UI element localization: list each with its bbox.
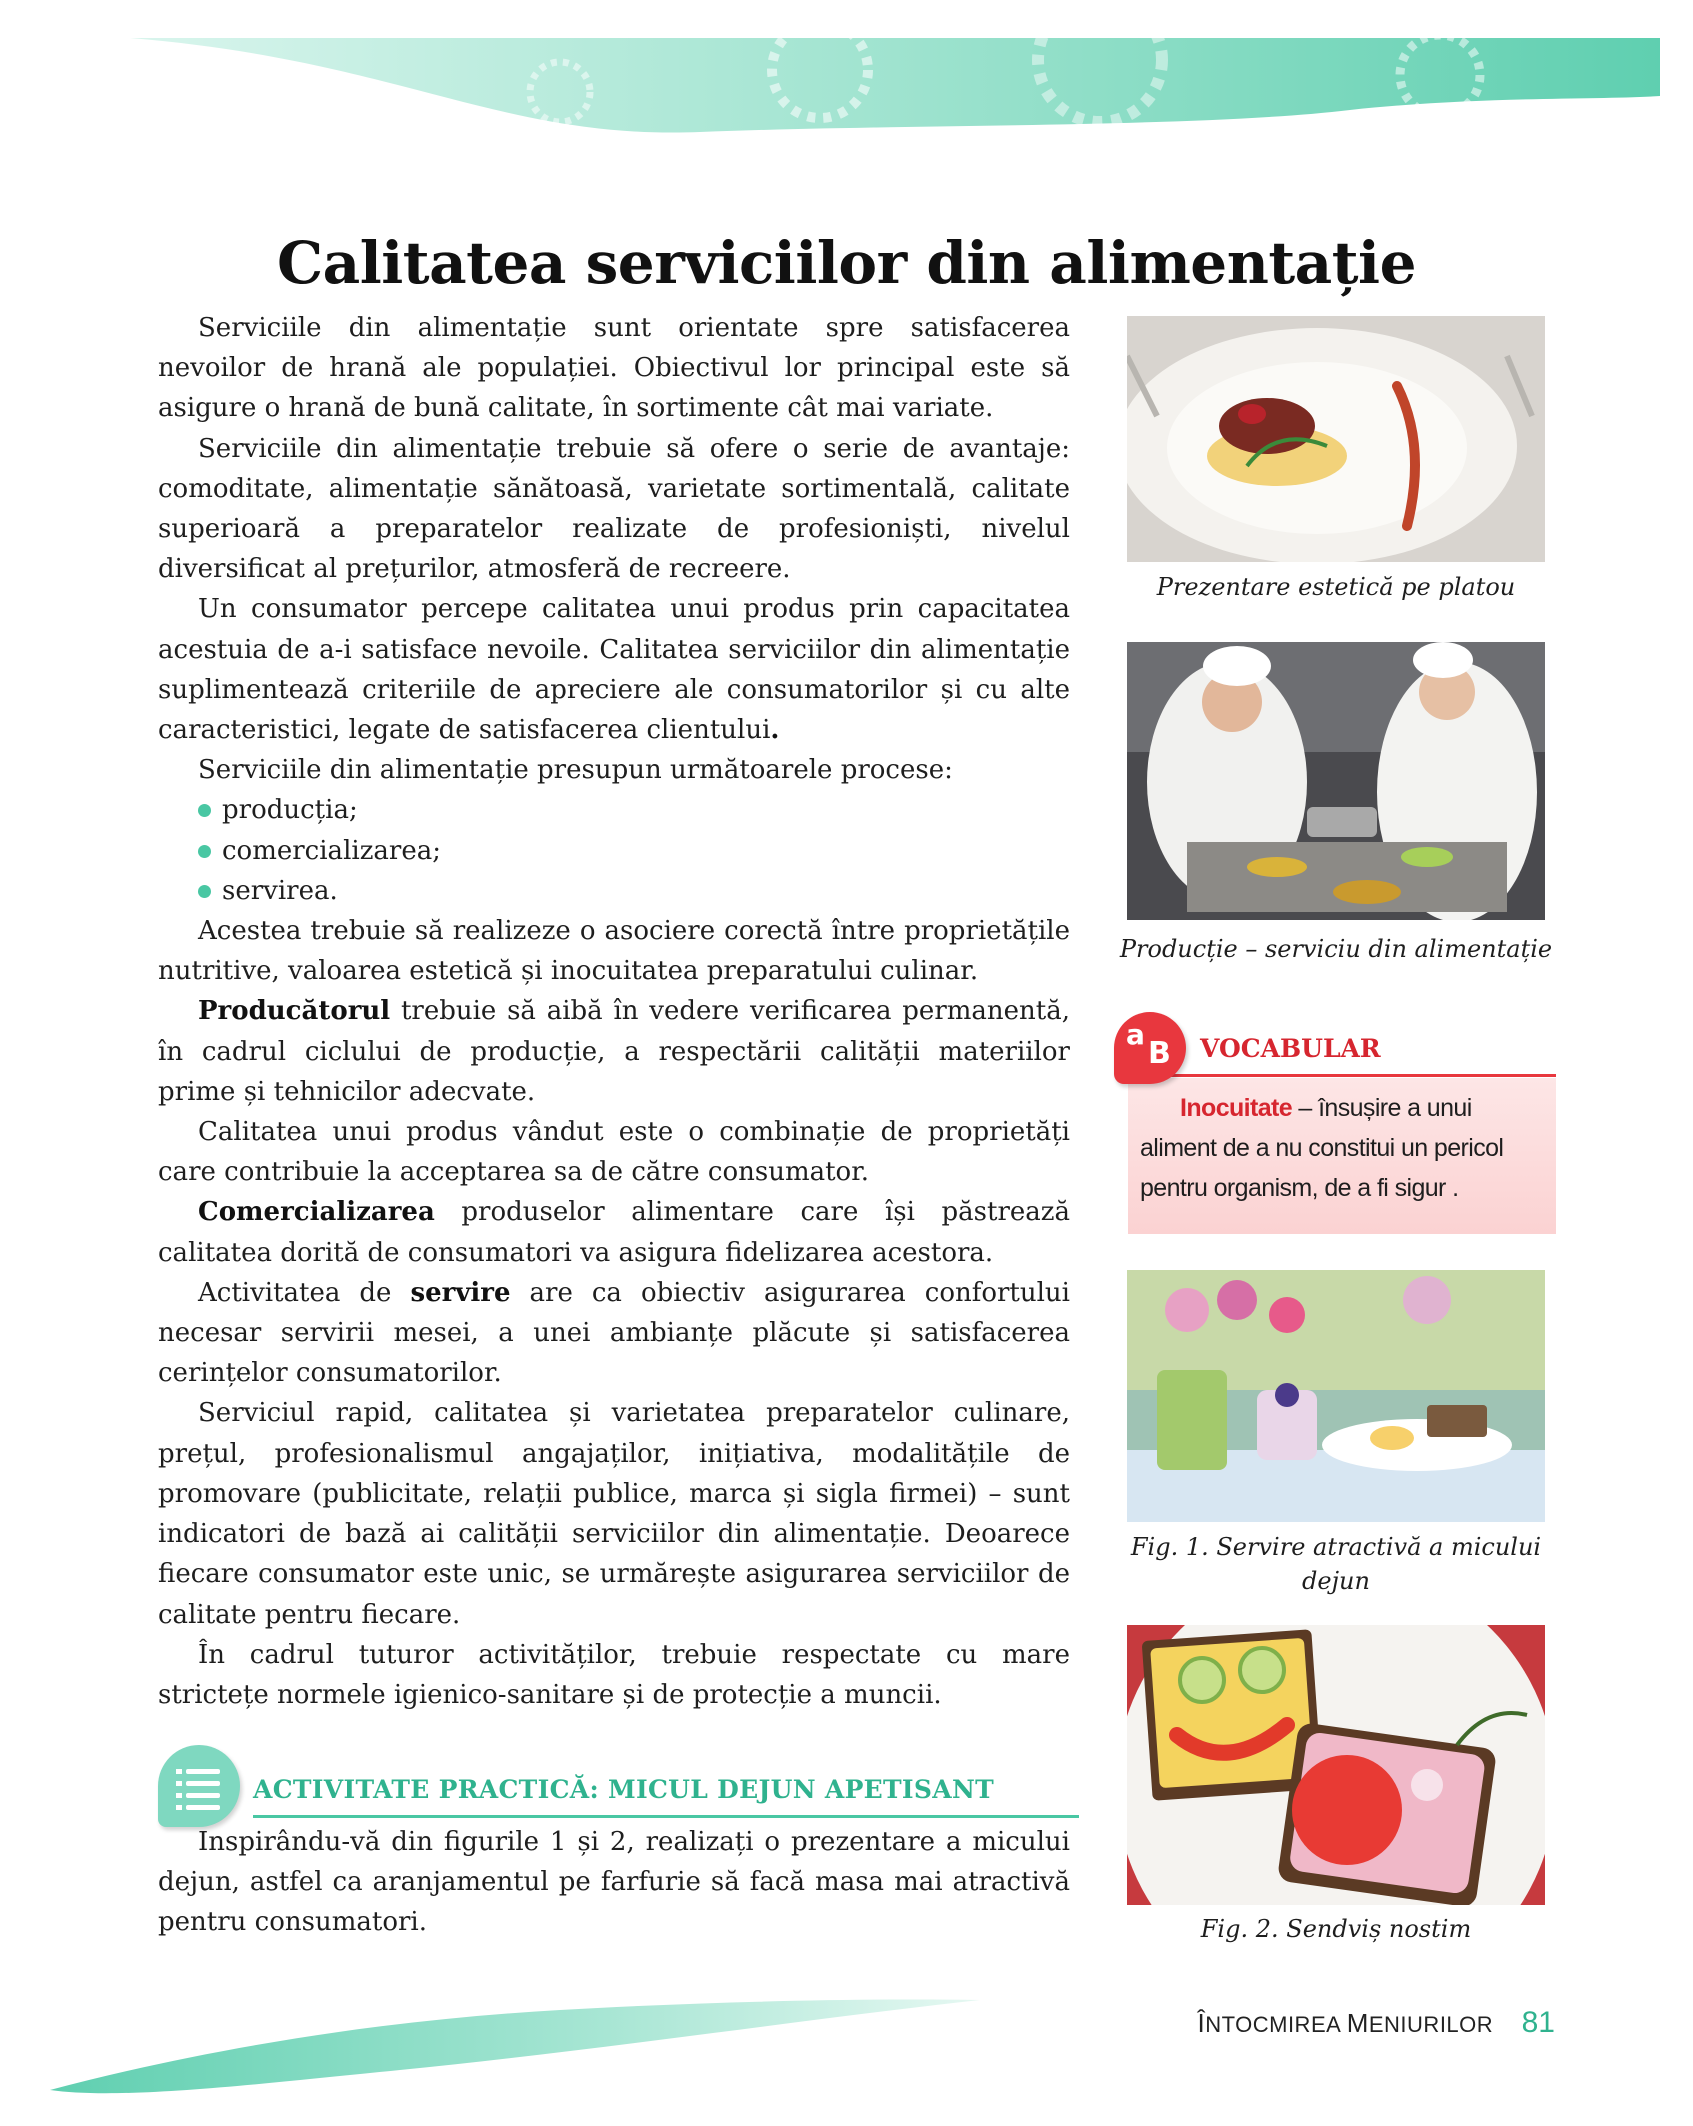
decorative-top-banner bbox=[0, 0, 1693, 160]
paragraph: Acestea trebuie să realizeze o asociere corectă între proprietățile nutritive, valoarea estetică și inocuitatea preparatului culinar. bbox=[158, 916, 1070, 987]
running-title: ÎNTOCMIREA MENIURILOR bbox=[1197, 2008, 1494, 2038]
page-number: 81 bbox=[1521, 2006, 1555, 2039]
divider bbox=[1166, 1074, 1556, 1077]
paragraph: Serviciile din alimentație presupun următoarele procese: bbox=[198, 755, 953, 786]
bold-term: servire bbox=[410, 1277, 511, 1308]
vocabulary-box bbox=[1110, 1012, 1556, 1234]
paragraph: Serviciile din alimentație trebuie să ofere o serie de avantaje: comoditate, alimentație sănătoasă, varietate sortimentală, calitate superioară a preparatelor realizate de profesioniști, nivelul diversificat al prețurilor, atmosferă de recreere. bbox=[158, 433, 1070, 585]
paragraph bbox=[158, 589, 1070, 750]
image-caption: Prezentare estetică pe platou bbox=[1156, 573, 1516, 601]
activity-header bbox=[158, 1745, 1078, 1825]
vocabulary-title: VOCABULAR bbox=[1200, 1034, 1381, 1063]
page-title: Calitatea serviciilor din alimentație bbox=[277, 228, 1416, 297]
kitchen-production-photo bbox=[1127, 642, 1545, 920]
page-footer bbox=[1197, 2006, 1555, 2040]
process-list bbox=[158, 790, 1070, 911]
bold-term: Producătorul bbox=[198, 996, 391, 1027]
checklist-icon bbox=[158, 1745, 240, 1827]
vocabulary-term: Inocuitate bbox=[1180, 1094, 1293, 1122]
image-caption: Producție – serviciu din alimentație bbox=[1119, 935, 1553, 963]
figure-caption: Fig. 2. Sendviș nostim bbox=[1200, 1915, 1472, 1943]
paragraph bbox=[158, 991, 1070, 1112]
paragraph: Serviciile din alimentație sunt orientate spre satisfacerea nevoilor de hrană ale populației. Obiectivul lor principal este să asigure o hrană de bună calitate, în sortimente cât mai variate. bbox=[158, 313, 1070, 424]
paragraph: Serviciul rapid, calitatea și varietatea preparatelor culinare, prețul, profesionalismul angajaților, inițiativa, modalitățile de promovare (publicitate, relații publice, marca și sigla firmei) – sunt indicatori de bază ai calității serviciilor din alimentație. Deoarece fiecare consumator este unic, se urmărește asigurarea serviciilor de calitate pentru fiecare. bbox=[158, 1398, 1070, 1630]
paragraph: Calitatea unui produs vândut este o combinație de proprietăți care contribuie la acceptarea sa de către consumator. bbox=[158, 1117, 1070, 1188]
list-item: producția; bbox=[198, 790, 1070, 830]
paragraph: În cadrul tuturor activităților, trebuie respectate cu mare strictețe normele igienico-sanitare și de protecție a muncii. bbox=[158, 1639, 1070, 1710]
bold-term: Comercializarea bbox=[198, 1197, 435, 1228]
breakfast-table-photo bbox=[1127, 1270, 1545, 1522]
definition-text: – însușire a unui aliment de a nu constitui un pericol pentru organism, de a fi sigur . bbox=[1140, 1094, 1504, 1202]
paragraph-text: Un consumator percepe calitatea unui produs prin capacitatea acestuia de a-i satisface nevoile. Calitatea serviciilor din alimentație suplimentează criteriile de apreciere ale consumatorilor și cu alte caracteristici, legate de satisfacerea clientului bbox=[158, 594, 1070, 746]
funny-sandwich-photo bbox=[1127, 1625, 1545, 1905]
vocabulary-icon: a B bbox=[1114, 1012, 1186, 1084]
main-text-column bbox=[158, 308, 1070, 1715]
vocabulary-definition bbox=[1140, 1088, 1540, 1208]
paragraph-text: Activitatea de bbox=[198, 1277, 411, 1308]
paragraph-text: trebuie să aibă în vedere verificarea permanentă, în cadrul ciclului de producție, a respectării calității materiilor prime și tehnicilor adecvate. bbox=[158, 996, 1070, 1107]
paragraph bbox=[158, 1192, 1070, 1272]
list-item: servirea. bbox=[198, 871, 1070, 911]
activity-text: Inspirându-vă din figurile 1 și 2, realizați o prezentare a micului dejun, astfel ca aranjamentul pe farfurie să facă masa mai atractivă pentru consumatori. bbox=[158, 1827, 1070, 1937]
decorative-bottom-banner bbox=[0, 1990, 1000, 2110]
list-item: comercializarea; bbox=[198, 831, 1070, 871]
activity-title: ACTIVITATE PRACTICĂ: MICUL DEJUN APETISANT bbox=[253, 1775, 995, 1804]
divider bbox=[253, 1815, 1079, 1818]
paragraph-text: produselor alimentare care își păstrează calitatea dorită de consumatori va asigura fidelizarea acestora. bbox=[158, 1197, 1070, 1268]
paragraph-text: are ca obiectiv asigurarea confortului necesar servirii mesei, a unei ambianțe plăcute și satisfacerea cerințelor consumatorilor. bbox=[158, 1277, 1070, 1389]
paragraph-end-mark: . bbox=[770, 715, 780, 746]
paragraph bbox=[158, 1273, 1070, 1394]
plated-dish-photo bbox=[1127, 316, 1545, 562]
figure-caption: Fig. 1. Servire atractivă a micului dejun bbox=[1130, 1533, 1542, 1595]
